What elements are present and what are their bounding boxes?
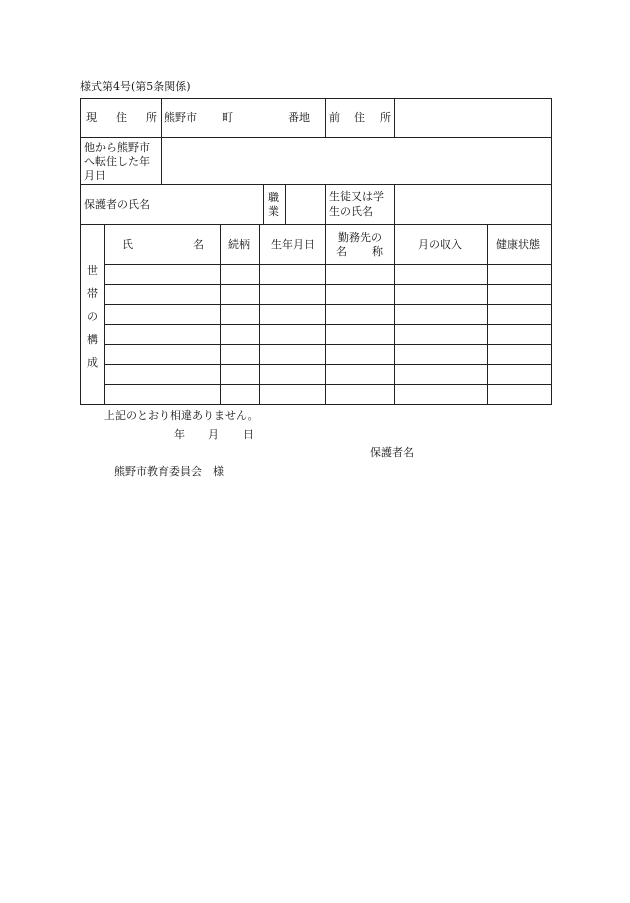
household-row[interactable]: [105, 365, 551, 384]
current-address-label-a: 現: [86, 111, 97, 124]
col-header-name-a: 氏: [122, 238, 133, 251]
current-address-field[interactable]: [164, 125, 324, 136]
household-row[interactable]: [105, 385, 551, 404]
student-name-label-line2: 生の氏名: [329, 205, 373, 218]
current-address-label-b: 住: [116, 111, 127, 124]
occupation-label-top: 職: [268, 191, 279, 204]
previous-address-label-b: 住: [354, 111, 365, 124]
current-address-city: 熊野市: [164, 111, 197, 124]
current-address-town: 町: [222, 111, 233, 124]
previous-address-label-c: 所: [380, 111, 391, 124]
occupation-label-bottom: 業: [268, 205, 279, 218]
guardian-signature-label: 保護者名: [370, 446, 414, 459]
col-header-income: 月の収入: [418, 238, 462, 251]
household-side-char-2: 帯: [87, 287, 98, 300]
household-side-char-5: 成: [87, 356, 98, 369]
statement-text: 上記のとおり相違ありません。: [104, 409, 259, 422]
col-header-birth: 生年月日: [271, 238, 315, 251]
occupation-field[interactable]: [287, 186, 324, 223]
previous-address-field[interactable]: [396, 100, 550, 136]
student-name-field[interactable]: [396, 186, 550, 223]
col-header-health: 健康状態: [496, 238, 540, 251]
household-row[interactable]: [105, 265, 551, 284]
household-side-char-3: の: [87, 310, 98, 323]
col-header-work-line1: 勤務先の: [338, 231, 382, 244]
moved-date-label-line3: 月日: [84, 169, 106, 182]
household-side-char-1: 世: [87, 264, 98, 277]
date-year-label: 年: [174, 428, 185, 441]
guardian-name-field[interactable]: [163, 186, 262, 223]
col-header-name-b: 名: [193, 238, 204, 251]
household-side-char-4: 構: [87, 333, 98, 346]
date-day-label: 日: [243, 428, 254, 441]
household-row[interactable]: [105, 325, 551, 344]
current-address-label-c: 所: [146, 111, 157, 124]
col-header-relation: 続柄: [228, 238, 250, 251]
moved-date-label-line1: 他から熊野市: [84, 141, 150, 154]
date-month-label: 月: [208, 428, 219, 441]
student-name-label-line1: 生徒又は学: [329, 190, 384, 203]
household-row[interactable]: [105, 345, 551, 364]
col-header-work-line2a: 名: [336, 245, 347, 258]
current-address-lot: 番地: [288, 111, 310, 124]
previous-address-label-a: 前: [329, 111, 340, 124]
moved-date-field[interactable]: [163, 139, 550, 183]
form-title: 様式第4号(第5条関係): [80, 80, 191, 93]
household-row[interactable]: [105, 305, 551, 324]
addressee-text: 熊野市教育委員会 様: [114, 465, 224, 478]
moved-date-label-line2: へ転住した年: [84, 155, 150, 168]
household-row[interactable]: [105, 285, 551, 304]
guardian-name-label: 保護者の氏名: [84, 198, 150, 211]
col-header-work-line2b: 称: [372, 245, 383, 258]
